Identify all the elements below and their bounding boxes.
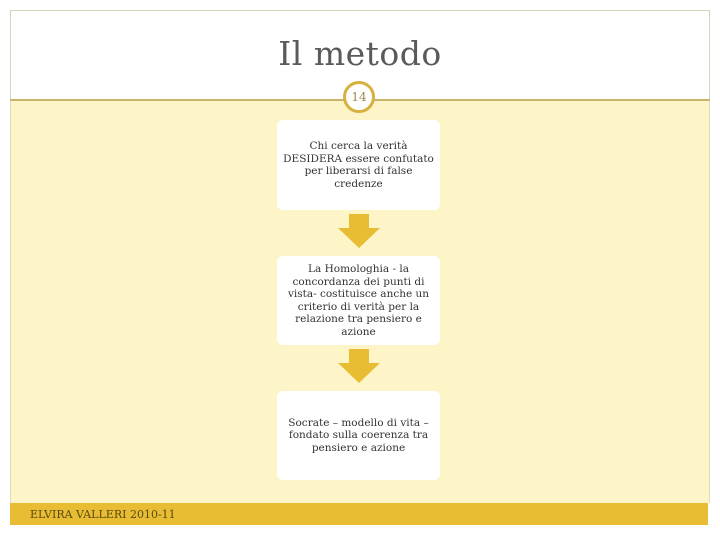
flow-step-3 [277,391,440,480]
flow-step-2-text: La Homologhia - la concordanza dei punti di vista- costituisce anche un criterio di verità per la relazione tra pensiero e azione [287,263,430,338]
footer-author: ELVIRA VALLERI 2010-11 [30,508,176,521]
down-arrow-icon [338,214,380,248]
page-number: 14 [351,90,367,104]
flow-step-1-text: Chi cerca la verità DESIDERA essere confutato per liberarsi di false credenze [283,140,434,190]
flow-step-1 [277,120,440,210]
down-arrow-icon [338,349,380,383]
slide-title: Il metodo [278,34,442,73]
flow-step-3-text: Socrate – modello di vita – fondato sulla coerenza tra pensiero e azione [288,416,429,454]
flow-step-2 [277,256,440,345]
page-number-badge [343,81,375,113]
